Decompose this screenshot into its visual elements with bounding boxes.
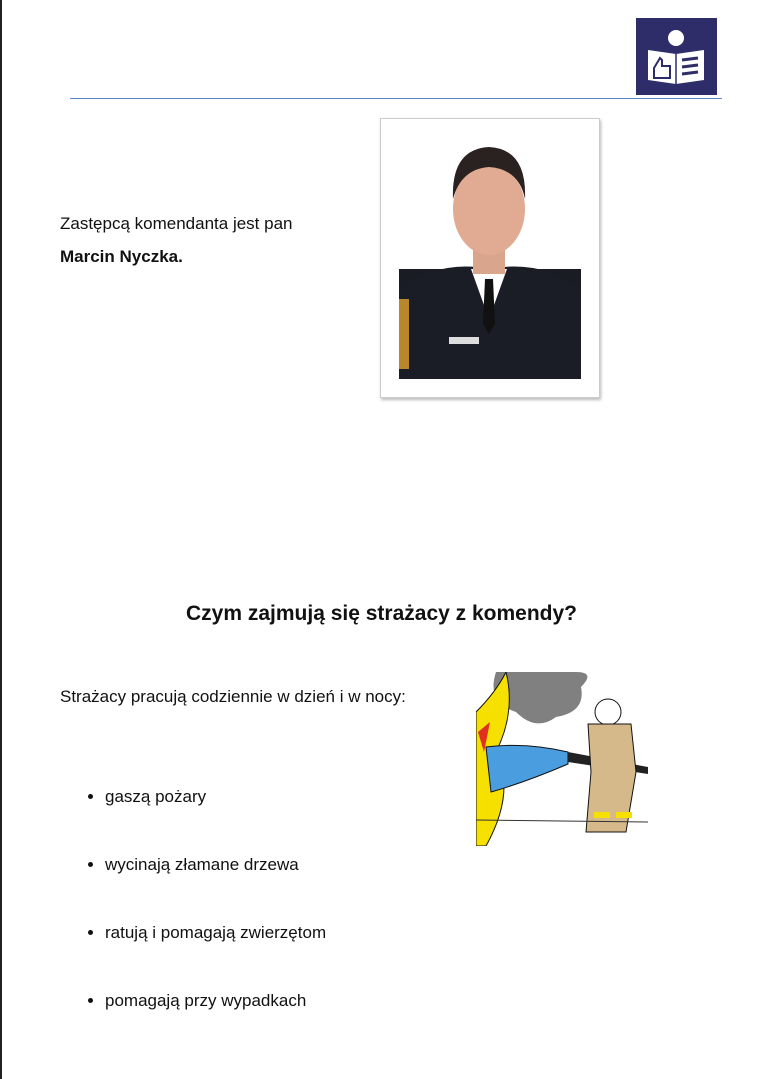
page-edge [0,0,2,1079]
section-heading: Czym zajmują się strażacy z komendy? [186,602,577,625]
firefighter-illustration [476,672,648,846]
deputy-name: Marcin Nyczka. [60,247,183,266]
deputy-photo [380,118,600,398]
list-item: • wycinają złamane drzewa [105,848,326,916]
intro-text: Strażacy pracują codziennie w dzień i w nocy: [60,687,406,706]
list-item: • pomagają przy wypadkach [105,984,326,1052]
list-item: • gaszą pożary [105,780,326,848]
list-item: • ratują i pomagają zwierzętom [105,916,326,984]
header-divider [70,98,722,99]
deputy-text [60,207,292,273]
deputy-label: Zastępcą komendanta jest pan [60,214,293,233]
duties-list [60,780,326,1052]
easy-to-read-logo [636,18,717,95]
